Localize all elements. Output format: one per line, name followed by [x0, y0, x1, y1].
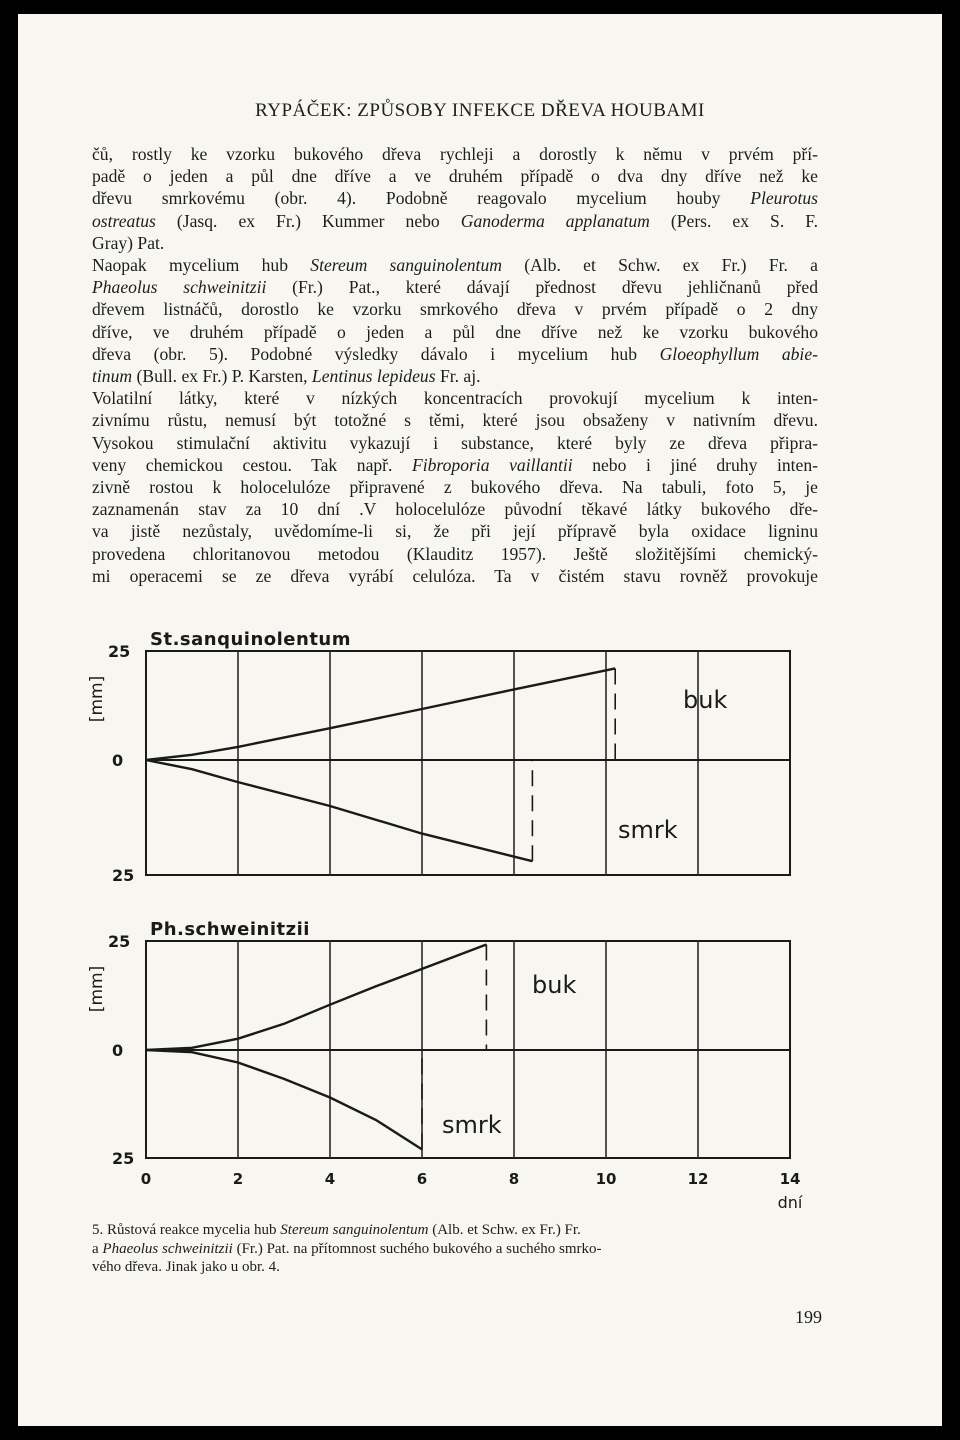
body-line	[92, 143, 818, 165]
text-run: vého dřeva. Jinak jako u obr. 4.	[92, 1259, 280, 1275]
text-run: Fr. aj.	[435, 366, 481, 387]
body-line	[92, 343, 818, 365]
body-line	[92, 387, 818, 409]
series-label-buk: buk	[683, 686, 728, 714]
italic-run: Phaeolus schweinitzii	[92, 277, 267, 298]
italic-run: Lentinus lepideus	[311, 366, 436, 387]
italic-run: Fibroporia vaillantii	[412, 454, 573, 475]
y-tick-label: 25	[108, 642, 131, 661]
x-tick-label: 8	[508, 1170, 520, 1188]
body-line	[92, 520, 818, 542]
running-header: RYPÁČEK: ZPŮSOBY INFEKCE DŘEVA HOUBAMI	[255, 100, 705, 121]
caption-line	[92, 1258, 818, 1277]
y-tick-label: 25	[108, 932, 131, 951]
body-text	[92, 143, 818, 587]
italic-run: Ganoderma applanatum	[460, 210, 650, 231]
text-run: mi operacemi se ze dřeva vyrábí celulóza. Ta v čistém stavu rovněž provokuje	[92, 565, 818, 586]
body-line	[92, 321, 818, 343]
series-label-smrk: smrk	[618, 816, 678, 844]
x-tick-label: 0	[140, 1170, 152, 1188]
text-run: nebo i jiné druhy inten-	[572, 454, 818, 475]
body-line	[92, 543, 818, 565]
chart-title: Ph.schweinitzii	[150, 919, 310, 940]
body-line	[92, 187, 818, 209]
italic-run: Stereum sanguinolentum	[280, 1222, 429, 1238]
caption-line	[92, 1240, 818, 1259]
text-run: (Pers. ex S. F.	[649, 210, 818, 231]
body-line	[92, 276, 818, 298]
italic-run: ostreatus	[92, 210, 156, 231]
body-line	[92, 476, 818, 498]
text-run: zaznamenán stav za 10 dní .V holocelulóze původní těkavé látky bukového dře-	[92, 499, 818, 520]
text-run: a	[92, 1240, 103, 1257]
body-line	[92, 432, 818, 454]
body-line	[92, 210, 818, 232]
text-run: veny chemickou cestou. Tak např.	[92, 454, 412, 475]
y-tick-label: 0	[112, 751, 124, 770]
text-run: 5. Růstová reakce mycelia hub	[92, 1222, 281, 1238]
text-run: provedena chloritanovou metodou (Klauditz 1957). Ještě složitějšími chemický-	[92, 543, 818, 564]
body-line	[92, 298, 818, 320]
text-run: zivnímu růstu, nemusí být totožné s těmi, které jsou obsaženy v nativním dřevu.	[92, 410, 818, 431]
text-run: dřevu smrkovému (obr. 4). Podobně reagovalo mycelium houby	[92, 188, 751, 209]
italic-run: tinum	[92, 366, 133, 387]
body-line	[92, 454, 818, 476]
chart-title: St.sanquinolentum	[150, 629, 351, 650]
body-line	[92, 409, 818, 431]
y-axis-label: [mm]	[87, 675, 107, 723]
body-line	[92, 254, 818, 276]
x-tick-label: 2	[232, 1170, 244, 1188]
italic-run: Phaeolus schweinitzii	[102, 1240, 233, 1257]
body-line	[92, 498, 818, 520]
x-tick-label: 12	[687, 1170, 709, 1188]
x-tick-label: 4	[324, 1170, 336, 1188]
text-run: padě o jeden a půl dne dříve a ve druhém případě o dva dny dříve než ke	[92, 166, 818, 187]
text-run: zivně rostou k holocelulóze připravené z bukového dřeva. Na tabuli, foto 5, je	[92, 477, 818, 498]
y-tick-label: 0	[112, 1041, 124, 1060]
text-run: dřevem listnáčů, dorostlo ke vzorku smrkového dřeva v prvém případě o 2 dny	[92, 299, 818, 320]
y-tick-label: 25	[112, 866, 135, 885]
text-run: dříve, ve druhém případě o jeden a půl dne dříve než ke vzorku bukového	[92, 321, 818, 342]
text-run: čů, rostly ke vzorku bukového dřeva rychleji a dorostly k němu v prvém pří-	[92, 144, 818, 164]
text-run: (Fr.) Pat. na přítomnost suchého bukového a suchého smrko-	[232, 1240, 602, 1257]
figure-caption	[92, 1221, 818, 1277]
italic-run: Pleurotus	[750, 188, 818, 209]
text-run: (Bull. ex Fr.) P. Karsten,	[132, 366, 312, 387]
caption-line	[92, 1221, 818, 1240]
x-tick-label: 14	[779, 1170, 801, 1188]
text-run: Gray) Pat.	[92, 232, 165, 253]
y-axis-label: [mm]	[87, 965, 107, 1013]
page-number: 199	[795, 1307, 822, 1327]
text-run: Vysokou stimulační aktivitu vykazují i substance, které byly ze dřeva připra-	[92, 432, 818, 453]
italic-run: Gloeophyllum abie-	[659, 343, 818, 364]
text-run: va jistě nezůstaly, uvědomíme-li si, že při její přípravě byla oxidace ligninu	[92, 521, 818, 542]
italic-run: Stereum sanguinolentum	[310, 255, 502, 276]
series-label-smrk: smrk	[442, 1111, 502, 1139]
text-run: Naopak mycelium hub	[92, 255, 311, 276]
x-axis-label: dní	[777, 1193, 803, 1212]
text-run: dřeva (obr. 5). Podobné výsledky dávalo i mycelium hub	[92, 343, 660, 364]
series-label-buk: buk	[532, 971, 577, 999]
x-tick-label: 6	[416, 1170, 428, 1188]
body-line	[92, 232, 818, 254]
text-run: (Jasq. ex Fr.) Kummer nebo	[155, 210, 461, 231]
body-line	[92, 365, 818, 387]
text-run: (Fr.) Pat., které dávají přednost dřevu jehličnanů před	[266, 277, 818, 298]
text-run: Volatilní látky, které v nízkých koncentracích provokují mycelium k inten-	[92, 388, 818, 409]
body-line	[92, 165, 818, 187]
text-run: (Alb. et Schw. ex Fr.) Fr. a	[501, 255, 818, 276]
text-run: (Alb. et Schw. ex Fr.) Fr.	[428, 1222, 581, 1238]
y-tick-label: 25	[112, 1149, 135, 1168]
x-tick-label: 10	[595, 1170, 617, 1188]
body-line	[92, 565, 818, 587]
